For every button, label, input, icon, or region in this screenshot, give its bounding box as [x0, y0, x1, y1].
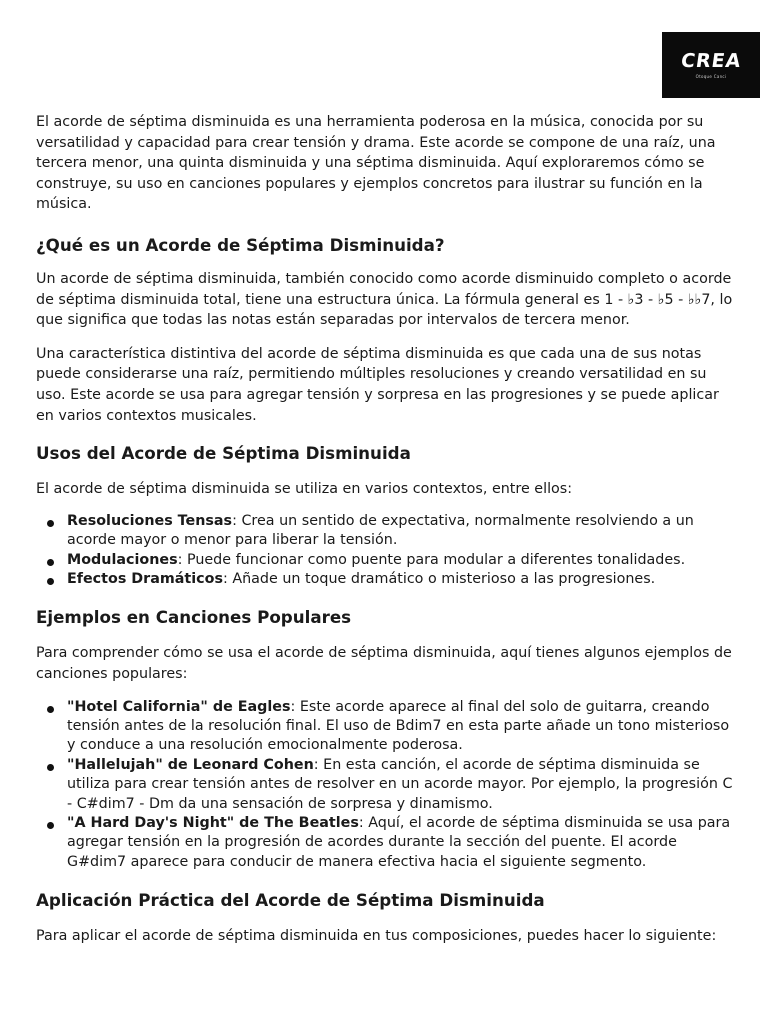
application-intro-paragraph: Para aplicar el acorde de séptima disminuida en tus composiciones, puedes hacer lo siguiente:: [36, 928, 717, 945]
list-item: [36, 756, 736, 814]
section-heading-examples: Ejemplos en Canciones Populares: [36, 607, 352, 628]
list-item: [36, 570, 736, 589]
document-body: [36, 112, 736, 947]
list-item-term: "A Hard Day's Night" de The Beatles: [67, 814, 359, 831]
list-item-term: "Hotel California" de Eagles: [67, 698, 291, 715]
section-heading-uses: Usos del Acorde de Séptima Disminuida: [36, 443, 411, 464]
list-item-term: Resoluciones Tensas: [67, 512, 233, 529]
list-item-text: : Aquí, el acorde de séptima disminuida se usa para agregar tensión en la progresión de acordes durante la sección del puente. El acorde G#dim7 aparece para conducir de manera efectiva hacia el siguiente segmento.: [67, 814, 731, 870]
brand-logo: [662, 32, 760, 98]
list-item-term: Modulaciones: [67, 551, 178, 568]
list-item-text: : Puede funcionar como puente para modular a diferentes tonalidades.: [177, 551, 686, 568]
list-item: [36, 698, 736, 756]
characteristic-paragraph: Una característica distintiva del acorde de séptima disminuida es que cada una de sus notas puede considerarse una raíz, permitiendo múltiples resoluciones y creando versatilidad en su uso. Este acorde se usa para agregar tensión y sorpresa en las progresiones y se puede aplicar en varios contextos musicales.: [36, 345, 719, 424]
uses-intro-paragraph: El acorde de séptima disminuida se utiliza en varios contextos, entre ellos:: [36, 481, 573, 498]
logo-word: CREA: [679, 49, 743, 72]
logo-tagline: Otoque Canci: [695, 73, 727, 79]
section-heading-definition: ¿Qué es un Acorde de Séptima Disminuida?: [36, 234, 445, 255]
definition-paragraph: Un acorde de séptima disminuida, también conocido como acorde disminuido completo o acorde de séptima disminuida total, tiene una estructura única. La fórmula general es 1 - ♭3 - ♭5 - ♭♭7, lo que significa que todas las notas están separadas por intervalos de tercera menor.: [36, 270, 733, 329]
examples-list: [36, 698, 736, 873]
list-item: [36, 512, 736, 551]
section-heading-application: Aplicación Práctica del Acorde de Séptima Disminuida: [36, 890, 545, 911]
intro-paragraph: El acorde de séptima disminuida es una herramienta poderosa en la música, conocida por su versatilidad y capacidad para crear tensión y drama. Este acorde se compone de una raíz, una tercera menor, una quinta disminuida y una séptima disminuida. Aquí exploraremos cómo se construye, su uso en canciones populares y ejemplos concretos para ilustrar su función en la música.: [36, 114, 716, 213]
list-item-text: : Añade un toque dramático o misterioso a las progresiones.: [222, 570, 656, 587]
list-item: [36, 814, 736, 872]
list-item-text: : En esta canción, el acorde de séptima disminuida se utiliza para crear tensión antes de resolver en un acorde mayor. Por ejemplo, la progresión C - C#dim7 - Dm da una sensación de sorpresa y dinamismo.: [67, 756, 733, 812]
list-item-text: : Este acorde aparece al final del solo de guitarra, creando tensión antes de la resolución final. El uso de Bdim7 en esta parte añade un tono misterioso y conduce a una resolución emocionalmente poderosa.: [67, 698, 730, 754]
list-item: [36, 551, 736, 570]
uses-list: [36, 512, 736, 590]
list-item-term: "Hallelujah" de Leonard Cohen: [67, 756, 314, 773]
list-item-term: Efectos Dramáticos: [67, 570, 223, 587]
examples-intro-paragraph: Para comprender cómo se usa el acorde de séptima disminuida, aquí tienes algunos ejemplos de canciones populares:: [36, 645, 732, 682]
list-item-text: : Crea un sentido de expectativa, normalmente resolviendo a un acorde mayor o menor para liberar la tensión.: [67, 512, 694, 549]
